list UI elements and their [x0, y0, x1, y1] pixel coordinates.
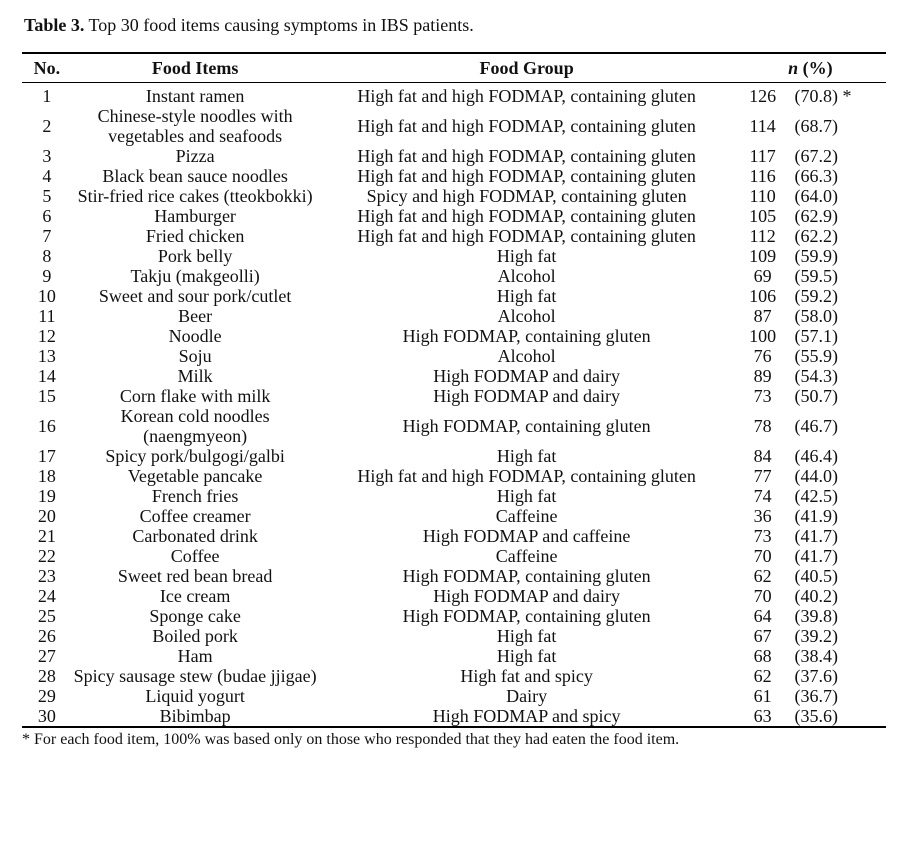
cell-food-item: Sweet red bean bread [117, 566, 273, 586]
cell-food-item: Milk [177, 366, 213, 386]
cell-food-item: Liquid yogurt [145, 686, 245, 706]
cell-percent: (38.4) [794, 646, 838, 666]
cell-n: 87 [753, 306, 772, 326]
table-row [22, 446, 886, 466]
cell-percent: (37.6) [794, 666, 838, 686]
cell-percent: (59.9) [794, 246, 838, 266]
header-n: n [788, 57, 799, 78]
cell-n: 70 [753, 586, 772, 606]
cell-percent: (50.7) [794, 386, 838, 406]
cell-no: 3 [42, 146, 52, 166]
table-row [22, 106, 886, 146]
cell-percent: (70.8) * [794, 86, 852, 106]
cell-food-group: High FODMAP and caffeine [422, 526, 631, 546]
cell-food-group: Alcohol [497, 306, 556, 326]
cell-no: 11 [38, 306, 56, 326]
cell-n: 73 [753, 526, 772, 546]
table-row [22, 186, 886, 206]
cell-food-item: Spicy pork/bulgogi/galbi [105, 446, 285, 466]
cell-n: 116 [749, 166, 776, 186]
cell-food-item: Beer [178, 306, 213, 326]
cell-food-item: Pork belly [157, 246, 233, 266]
cell-no: 23 [37, 566, 56, 586]
cell-food-item: Ham [177, 646, 213, 666]
cell-food-item: Spicy sausage stew (budae jjigae) [73, 666, 317, 686]
cell-food-item: Instant ramen [145, 86, 245, 106]
table-row [22, 366, 886, 386]
cell-n: 106 [749, 286, 777, 306]
cell-n: 110 [749, 186, 776, 206]
cell-n: 105 [749, 206, 777, 226]
cell-percent: (46.7) [794, 416, 838, 436]
cell-no: 8 [42, 246, 52, 266]
table-row [22, 326, 886, 346]
cell-percent: (59.5) [794, 266, 838, 286]
cell-n: 36 [753, 506, 772, 526]
cell-n: 67 [753, 626, 772, 646]
table-row [22, 506, 886, 526]
cell-food-item: Bibimbap [72, 706, 319, 727]
cell-no: 24 [37, 586, 56, 606]
cell-n: 100 [749, 326, 777, 346]
table-row [22, 666, 886, 686]
cell-food-group: High fat and high FODMAP, containing gluten [357, 206, 696, 226]
cell-no: 6 [42, 206, 52, 226]
cell-percent: (62.2) [794, 226, 838, 246]
cell-food-group: High fat and spicy [460, 666, 593, 686]
cell-no: 5 [42, 186, 52, 206]
cell-n: 73 [753, 386, 772, 406]
cell-food-item: Black bean sauce noodles [102, 166, 288, 186]
caption-label: Table 3. [24, 15, 85, 35]
cell-food-group: Caffeine [495, 546, 558, 566]
cell-food-group: High fat [496, 646, 557, 666]
cell-food-group: High fat and high FODMAP, containing gluten [357, 116, 696, 136]
cell-no: 20 [37, 506, 56, 526]
cell-food-item: Coffee creamer [139, 506, 251, 526]
cell-n: 62 [753, 666, 772, 686]
cell-food-item: Carbonated drink [132, 526, 258, 546]
cell-food-group: Dairy [506, 686, 548, 706]
table-row [22, 566, 886, 586]
cell-food-group: High FODMAP and dairy [433, 386, 621, 406]
table-footnote: * For each food item, 100% was based only on those who responded that they had eaten the food item. [22, 731, 680, 748]
cell-no: 4 [42, 166, 52, 186]
caption-text: Top 30 food items causing symptoms in IBS patients. [84, 15, 474, 35]
cell-no: 15 [37, 386, 56, 406]
cell-food-item: Chinese-style noodles with vegetables and seafoods [97, 106, 293, 146]
cell-no: 18 [37, 466, 56, 486]
cell-percent: (40.2) [794, 586, 838, 606]
header-percent: (%) [798, 57, 833, 78]
cell-n: 78 [753, 416, 772, 436]
table-caption [24, 14, 886, 36]
cell-food-group: High fat [496, 446, 557, 466]
cell-food-item: Stir-fried rice cakes (tteokbokki) [77, 186, 313, 206]
cell-food-item: Hamburger [154, 206, 236, 226]
paper-table-figure [22, 10, 886, 750]
cell-no: 13 [37, 346, 56, 366]
cell-no: 30 [22, 706, 72, 727]
table-row [22, 286, 886, 306]
table-row [22, 83, 886, 107]
cell-no: 14 [37, 366, 56, 386]
cell-n: 69 [753, 266, 772, 286]
cell-food-item: Corn flake with milk [119, 386, 271, 406]
table-row [22, 546, 886, 566]
cell-n: 70 [753, 546, 772, 566]
header-n-percent [735, 53, 886, 83]
cell-food-item: Korean cold noodles (naengmyeon) [120, 406, 270, 446]
cell-n: 114 [749, 116, 776, 136]
cell-percent: (58.0) [794, 306, 838, 326]
cell-percent: (57.1) [794, 326, 838, 346]
cell-food-group: Alcohol [497, 346, 556, 366]
cell-food-group: High FODMAP and dairy [433, 586, 621, 606]
cell-no: 22 [37, 546, 56, 566]
cell-no: 1 [42, 86, 52, 106]
table-row [22, 146, 886, 166]
cell-food-group: Alcohol [497, 266, 556, 286]
cell-no: 7 [42, 226, 52, 246]
cell-n: 126 [749, 86, 777, 106]
cell-n: 117 [749, 146, 776, 166]
cell-food-item: Ice cream [159, 586, 231, 606]
cell-food-group: High fat and high FODMAP, containing gluten [357, 166, 696, 186]
cell-food-group: High FODMAP, containing gluten [402, 566, 651, 586]
cell-food-group: High fat and high FODMAP, containing gluten [357, 86, 696, 106]
cell-no: 26 [37, 626, 56, 646]
cell-food-item: Sponge cake [149, 606, 241, 626]
table-row [22, 386, 886, 406]
cell-n: 84 [753, 446, 772, 466]
cell-food-group: High FODMAP, containing gluten [402, 326, 651, 346]
table-row [22, 206, 886, 226]
cell-food-group: High fat [496, 486, 557, 506]
cell-no: 29 [37, 686, 56, 706]
cell-food-group: High fat [496, 246, 557, 266]
cell-food-item: Noodle [168, 326, 222, 346]
cell-no: 25 [37, 606, 56, 626]
cell-food-group: Caffeine [495, 506, 558, 526]
table-row [22, 606, 886, 626]
cell-n: 74 [753, 486, 772, 506]
cell-percent: (64.0) [794, 186, 838, 206]
cell-food-item: Boiled pork [152, 626, 238, 646]
cell-no: 28 [37, 666, 56, 686]
cell-food-group: High FODMAP, containing gluten [402, 416, 651, 436]
cell-n: 76 [753, 346, 772, 366]
table-row [22, 626, 886, 646]
cell-food-group: Spicy and high FODMAP, containing gluten [366, 186, 687, 206]
cell-food-group: High FODMAP and dairy [433, 366, 621, 386]
table-row [22, 586, 886, 606]
cell-percent: (35.6) [788, 706, 886, 727]
cell-food-item: Sweet and sour pork/cutlet [98, 286, 292, 306]
header-food-items: Food Items [72, 53, 319, 83]
cell-food-item: French fries [151, 486, 239, 506]
cell-n: 63 [735, 706, 789, 727]
cell-no: 27 [37, 646, 56, 666]
table-row [22, 346, 886, 366]
table-row [22, 306, 886, 326]
cell-no: 12 [37, 326, 56, 346]
cell-percent: (62.9) [794, 206, 838, 226]
cell-n: 112 [749, 226, 776, 246]
cell-n: 64 [753, 606, 772, 626]
cell-food-item: Fried chicken [145, 226, 245, 246]
cell-percent: (68.7) [794, 116, 838, 136]
cell-food-item: Pizza [175, 146, 215, 166]
cell-food-group: High fat and high FODMAP, containing gluten [357, 466, 696, 486]
cell-percent: (41.7) [794, 546, 838, 566]
cell-n: 62 [753, 566, 772, 586]
cell-no: 16 [37, 416, 56, 436]
cell-no: 9 [42, 266, 52, 286]
cell-no: 2 [42, 116, 52, 136]
cell-no: 21 [37, 526, 56, 546]
cell-no: 10 [37, 286, 56, 306]
cell-food-group: High fat [496, 626, 557, 646]
cell-percent: (67.2) [794, 146, 838, 166]
cell-food-item: Coffee [170, 546, 220, 566]
cell-percent: (36.7) [794, 686, 838, 706]
cell-n: 109 [749, 246, 777, 266]
cell-food-item: Soju [178, 346, 212, 366]
header-no: No. [22, 53, 72, 83]
cell-food-group: High fat [496, 286, 557, 306]
table-row [22, 406, 886, 446]
cell-n: 89 [753, 366, 772, 386]
cell-percent: (40.5) [794, 566, 838, 586]
table-row [22, 166, 886, 186]
cell-percent: (41.9) [794, 506, 838, 526]
table-row [22, 226, 886, 246]
cell-food-item: Takju (makgeolli) [130, 266, 260, 286]
cell-food-item: Vegetable pancake [127, 466, 263, 486]
cell-percent: (41.7) [794, 526, 838, 546]
cell-percent: (66.3) [794, 166, 838, 186]
cell-percent: (46.4) [794, 446, 838, 466]
cell-n: 68 [753, 646, 772, 666]
table-row [22, 706, 886, 727]
cell-percent: (39.2) [794, 626, 838, 646]
cell-food-group: High FODMAP and spicy [318, 706, 734, 727]
cell-food-group: High fat and high FODMAP, containing gluten [357, 226, 696, 246]
table-row [22, 526, 886, 546]
cell-percent: (39.8) [794, 606, 838, 626]
table-row [22, 646, 886, 666]
cell-food-group: High fat and high FODMAP, containing gluten [357, 146, 696, 166]
cell-no: 19 [37, 486, 56, 506]
table-header-row [22, 53, 886, 83]
cell-percent: (42.5) [794, 486, 838, 506]
cell-percent: (54.3) [794, 366, 838, 386]
cell-food-group: High FODMAP, containing gluten [402, 606, 651, 626]
table-row [22, 246, 886, 266]
table-row [22, 266, 886, 286]
cell-percent: (55.9) [794, 346, 838, 366]
cell-percent: (44.0) [794, 466, 838, 486]
food-items-table [22, 52, 886, 728]
table-row [22, 686, 886, 706]
cell-n: 61 [753, 686, 772, 706]
cell-no: 17 [37, 446, 56, 466]
cell-percent: (59.2) [794, 286, 838, 306]
cell-n: 77 [753, 466, 772, 486]
table-row [22, 486, 886, 506]
table-row [22, 466, 886, 486]
table-body [22, 83, 886, 728]
header-food-group: Food Group [318, 53, 734, 83]
